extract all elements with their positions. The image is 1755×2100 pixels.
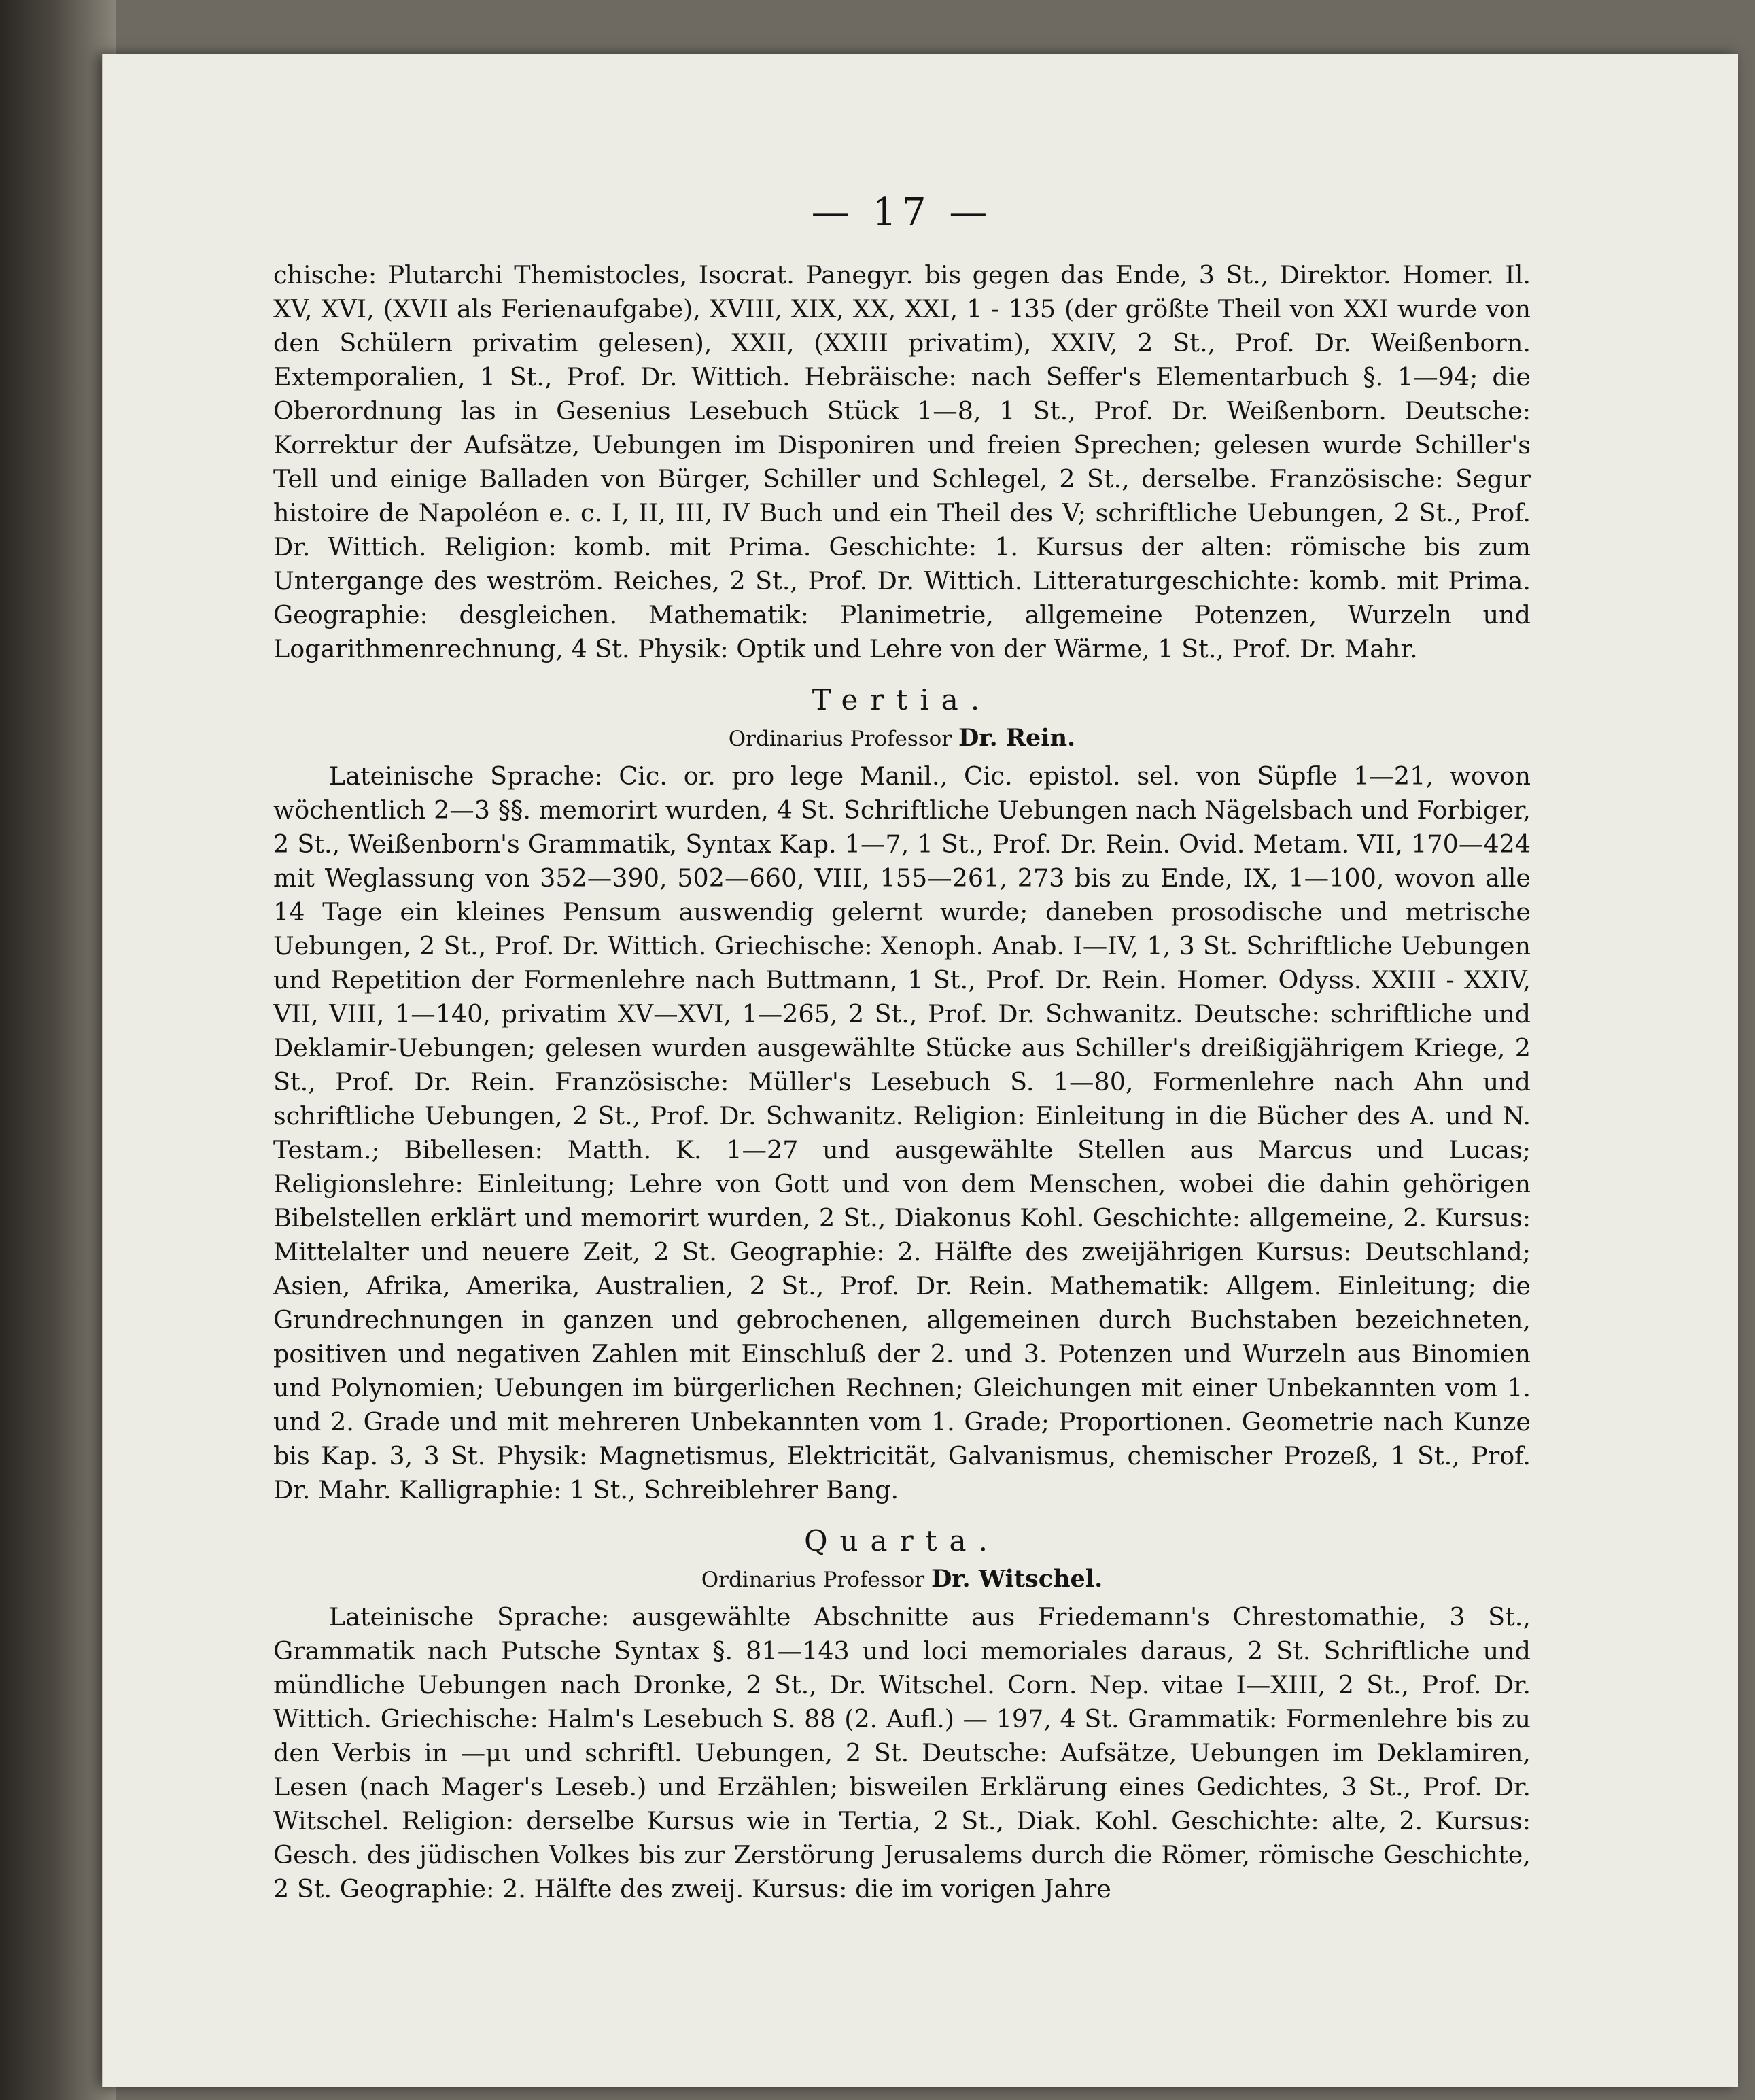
book-gutter (0, 0, 116, 2100)
tertia-ordinarius (273, 721, 1531, 757)
quarta-ordinarius (273, 1562, 1531, 1598)
quarta-heading: Quarta. (804, 1524, 1000, 1557)
page-number: — 17 — (811, 190, 993, 235)
quarta-ordinarius-label: Ordinarius Professor (701, 1568, 925, 1592)
tertia-heading: Tertia. (812, 683, 992, 717)
quarta-paragraph: Lateinische Sprache: ausgewählte Abschnitte aus Friedemann's Chrestomathie, 3 St., Grammatik nach Putsche Syntax §. 81—143 und loci memoriales daraus, 2 St. Schriftliche und mündliche Uebungen nach Dronke, 2 St., Dr. Witschel. Corn. Nep. vitae I—XIII, 2 St., Prof. Dr. Wittich. Griechische: Halm's Lesebuch S. 88 (2. Aufl.) — 197, 4 St. Grammatik: Formenlehre bis zu den Verbis in —μι und schriftl. Uebungen, 2 St. Deutsche: Aufsätze, Uebungen im Deklamiren, Lesen (nach Mager's Leseb.) und Erzählen; bisweilen Erklärung eines Gedichtes, 3 St., Prof. Dr. Witschel. Religion: derselbe Kursus wie in Tertia, 2 St., Diak. Kohl. Geschichte: alte, 2. Kursus: Gesch. des jüdischen Volkes bis zur Zerstörung Jerusalems durch die Römer, römische Geschichte, 2 St. Geographie: 2. Hälfte des zweij. Kursus: die im vorigen Jahre (273, 1602, 1531, 1904)
body-text (273, 258, 1531, 1906)
secunda-paragraph: chische: Plutarchi Themistocles, Isocrat. Panegyr. bis gegen das Ende, 3 St., Direktor. Homer. Il. XV, XVI, (XVII als Ferienaufgabe), XVIII, XIX, XX, XXI, 1 - 135 (der größte Theil von XXI wurde von den Schülern privatim gelesen), XXII, (XXIII privatim), XXIV, 2 St., Prof. Dr. Weißenborn. Extemporalien, 1 St., Prof. Dr. Wittich. Hebräische: nach Seffer's Elementarbuch §. 1—94; die Oberordnung las in Gesenius Lesebuch Stück 1—8, 1 St., Prof. Dr. Weißenborn. Deutsche: Korrektur der Aufsätze, Uebungen im Disponiren und freien Sprechen; gelesen wurde Schiller's Tell und einige Balladen von Bürger, Schiller und Schlegel, 2 St., derselbe. Französische: Segur histoire de Napoléon e. c. I, II, III, IV Buch und ein Theil des V; schriftliche Uebungen, 2 St., Prof. Dr. Wittich. Religion: komb. mit Prima. Geschichte: 1. Kursus der alten: römische bis zum Untergange des weström. Reiches, 2 St., Prof. Dr. Wittich. Litteraturgeschichte: komb. mit Prima. Geographie: desgleichen. Mathematik: Planimetrie, allgemeine Potenzen, Wurzeln und Logarithmenrechnung, 4 St. Physik: Optik und Lehre von der Wärme, 1 St., Prof. Dr. Mahr. (273, 260, 1531, 664)
quarta-ordinarius-name: Dr. Witschel. (931, 1565, 1103, 1593)
tertia-ordinarius-label: Ordinarius Professor (728, 727, 952, 751)
tertia-ordinarius-name: Dr. Rein. (958, 724, 1076, 752)
book-page (102, 54, 1738, 2087)
tertia-paragraph: Lateinische Sprache: Cic. or. pro lege Manil., Cic. epistol. sel. von Süpfle 1—21, wovon wöchentlich 2—3 §§. memorirt wurden, 4 St. Schriftliche Uebungen nach Nägelsbach und Forbiger, 2 St., Weißenborn's Grammatik, Syntax Kap. 1—7, 1 St., Prof. Dr. Rein. Ovid. Metam. VII, 170—424 mit Weglassung von 352—390, 502—660, VIII, 155—261, 273 bis zu Ende, IX, 1—100, wovon alle 14 Tage ein kleines Pensum auswendig gelernt wurde; daneben prosodische und metrische Uebungen, 2 St., Prof. Dr. Wittich. Griechische: Xenoph. Anab. I—IV, 1, 3 St. Schriftliche Uebungen und Repetition der Formenlehre nach Buttmann, 1 St., Prof. Dr. Rein. Homer. Odyss. XXIII - XXIV, VII, VIII, 1—140, privatim XV—XVI, 1—265, 2 St., Prof. Dr. Schwanitz. Deutsche: schriftliche und Deklamir-Uebungen; gelesen wurden ausgewählte Stücke aus Schiller's dreißigjährigem Kriege, 2 St., Prof. Dr. Rein. Französische: Müller's Lesebuch S. 1—80, Formenlehre nach Ahn und schriftliche Uebungen, 2 St., Prof. Dr. Schwanitz. Religion: Einleitung in die Bücher des A. und N. Testam.; Bibellesen: Matth. K. 1—27 und ausgewählte Stellen aus Marcus und Lucas; Religionslehre: Einleitung; Lehre von Gott und von dem Menschen, wobei die dahin gehörigen Bibelstellen erklärt und memorirt wurden, 2 St., Diakonus Kohl. Geschichte: allgemeine, 2. Kursus: Mittelalter und neuere Zeit, 2 St. Geographie: 2. Hälfte des zweijährigen Kursus: Deutschland; Asien, Afrika, Amerika, Australien, 2 St., Prof. Dr. Rein. Mathematik: Allgem. Einleitung; die Grundrechnungen in ganzen und gebrochenen, allgemeinen durch Buchstaben bezeichneten, positiven und negativen Zahlen mit Einschluß der 2. und 3. Potenzen und Wurzeln aus Binomien und Polynomien; Uebungen im bürgerlichen Rechnen; Gleichungen mit einer Unbekannten vom 1. und 2. Grade und mit mehreren Unbekannten vom 1. Grade; Proportionen. Geometrie nach Kunze bis Kap. 3, 3 St. Physik: Magnetismus, Elektricität, Galvanismus, chemischer Prozeß, 1 St., Prof. Dr. Mahr. Kalligraphie: 1 St., Schreiblehrer Bang. (273, 761, 1531, 1504)
